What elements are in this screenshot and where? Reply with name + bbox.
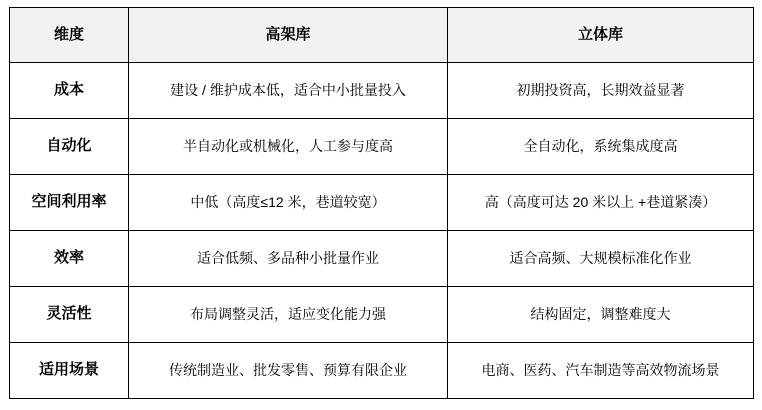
asrs-cell: 适合高频、大规模标准化作业 xyxy=(448,231,754,287)
asrs-cell: 结构固定，调整难度大 xyxy=(448,287,754,343)
dimension-cell: 自动化 xyxy=(10,119,129,175)
high-rack-cell: 半自动化或机械化，人工参与度高 xyxy=(129,119,448,175)
asrs-cell: 高（高度可达 20 米以上 +巷道紧凑） xyxy=(448,175,754,231)
asrs-cell: 电商、医药、汽车制造等高效物流场景 xyxy=(448,343,754,399)
dimension-cell: 成本 xyxy=(10,63,129,119)
dimension-cell: 适用场景 xyxy=(10,343,129,399)
dimension-cell: 效率 xyxy=(10,231,129,287)
header-row xyxy=(10,8,754,63)
header-high-rack: 高架库 xyxy=(129,8,448,63)
high-rack-cell: 布局调整灵活，适应变化能力强 xyxy=(129,287,448,343)
high-rack-cell: 中低（高度≤12 米，巷道较宽） xyxy=(129,175,448,231)
table-row xyxy=(10,287,754,343)
high-rack-cell: 建设 / 维护成本低，适合中小批量投入 xyxy=(129,63,448,119)
table-row xyxy=(10,343,754,399)
table-row xyxy=(10,119,754,175)
high-rack-cell: 传统制造业、批发零售、预算有限企业 xyxy=(129,343,448,399)
header-asrs: 立体库 xyxy=(448,8,754,63)
asrs-cell: 初期投资高，长期效益显著 xyxy=(448,63,754,119)
dimension-cell: 灵活性 xyxy=(10,287,129,343)
comparison-table xyxy=(9,7,754,399)
table-row xyxy=(10,175,754,231)
table-row xyxy=(10,231,754,287)
high-rack-cell: 适合低频、多品种小批量作业 xyxy=(129,231,448,287)
table-row xyxy=(10,63,754,119)
asrs-cell: 全自动化，系统集成度高 xyxy=(448,119,754,175)
dimension-cell: 空间利用率 xyxy=(10,175,129,231)
header-dimension: 维度 xyxy=(10,8,129,63)
